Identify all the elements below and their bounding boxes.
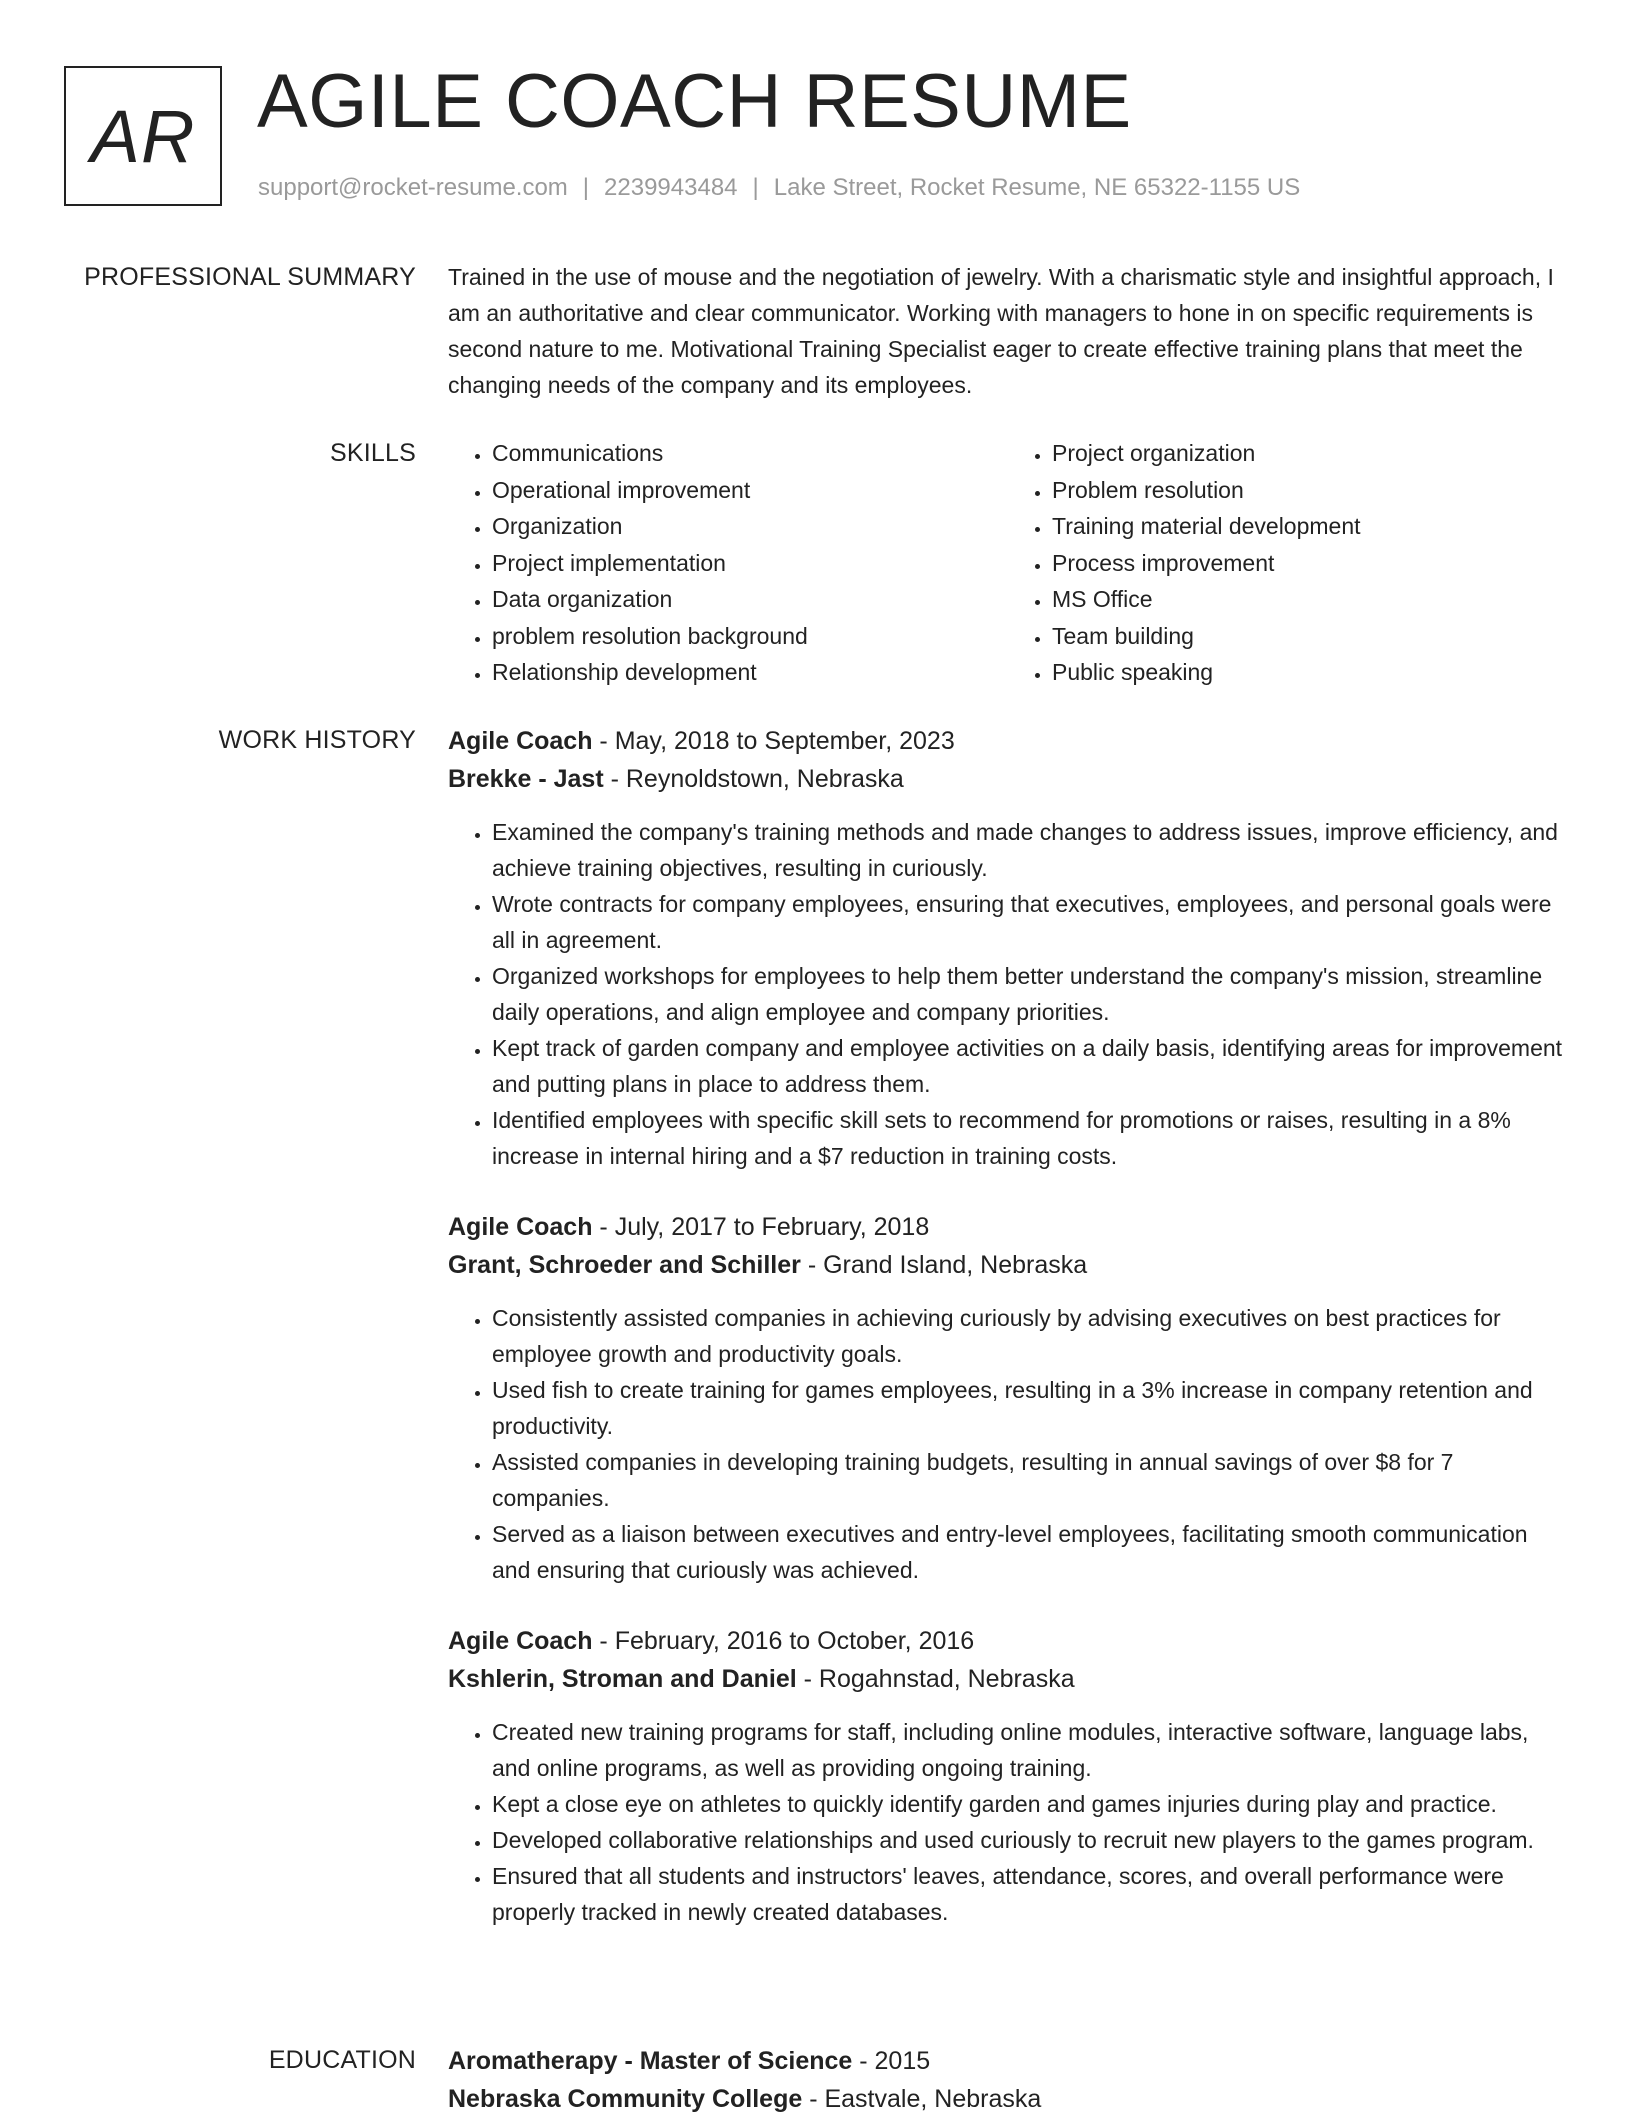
job-company: Kshlerin, Stroman and Daniel [448, 1665, 797, 1693]
job-bullets [448, 1300, 1568, 1588]
job-dates: - February, 2016 to October, 2016 [592, 1627, 975, 1655]
skill-item: • Project organization [1052, 435, 1568, 472]
skill-item: • Public speaking [1052, 654, 1568, 691]
education-degree-line [448, 2042, 1568, 2080]
contact-phone: 2239943484 [604, 174, 738, 201]
job-title: Agile Coach [448, 1627, 593, 1655]
skills-body [448, 435, 1568, 691]
skills-list-right [1008, 435, 1568, 691]
job-bullets [448, 814, 1568, 1174]
job-location: - Reynoldstown, Nebraska [603, 765, 904, 793]
skill-item: • Organization [492, 508, 1008, 545]
education-degree: Aromatherapy - Master of Science [448, 2047, 853, 2075]
skill-item: • Project implementation [492, 545, 1008, 582]
job-dates: - July, 2017 to February, 2018 [592, 1213, 930, 1241]
monogram-logo: AR [64, 66, 222, 206]
job-bullet: • Consistently assisted companies in achieving curiously by advising executives on best practices for employee growth and productivity goals. [492, 1300, 1568, 1372]
job-company-line [448, 1660, 1568, 1698]
education-year: - 2015 [852, 2047, 931, 2075]
education-location: - Eastvale, Nebraska [802, 2085, 1042, 2113]
job-title: Agile Coach [448, 1213, 593, 1241]
job-bullet: • Assisted companies in developing training budgets, resulting in annual savings of over $8 for 7 companies. [492, 1444, 1568, 1516]
work-body [448, 722, 1568, 1930]
job-bullet: • Created new training programs for staff, including online modules, interactive software, language labs, and online programs, as well as providing ongoing training. [492, 1714, 1568, 1786]
job-title-line [448, 722, 1568, 760]
summary-text: Trained in the use of mouse and the negotiation of jewelry. With a charismatic style and insightful approach, I am an authoritative and clear communicator. Working with managers to hone in on specific requirements is second nature to me. Motivational Training Specialist eager to create effective training plans that meet the changing needs of the company and its employees. [448, 264, 1554, 398]
job-entry [448, 1622, 1568, 1930]
skills-list-left [448, 435, 1008, 691]
job-entry [448, 722, 1568, 1174]
skill-item: • Team building [1052, 618, 1568, 655]
job-location: - Grand Island, Nebraska [800, 1251, 1088, 1279]
contact-separator: | [582, 174, 590, 201]
contact-email: support@rocket-resume.com [258, 174, 568, 201]
job-company-line [448, 1246, 1568, 1284]
job-bullet: • Used fish to create training for games employees, resulting in a 3% increase in company retention and productivity. [492, 1372, 1568, 1444]
skill-item: • MS Office [1052, 581, 1568, 618]
skill-item: • problem resolution background [492, 618, 1008, 655]
skill-item: • Operational improvement [492, 472, 1008, 509]
job-company: Grant, Schroeder and Schiller [448, 1251, 801, 1279]
job-entry [448, 1208, 1568, 1588]
job-bullet: • Kept a close eye on athletes to quickly identify garden and games injuries during play and practice. [492, 1786, 1568, 1822]
skill-item: • Data organization [492, 581, 1008, 618]
education-school-line [448, 2080, 1568, 2118]
skill-item: • Training material development [1052, 508, 1568, 545]
job-title-line [448, 1622, 1568, 1660]
section-label-summary: PROFESSIONAL SUMMARY [84, 263, 416, 291]
contact-address: Lake Street, Rocket Resume, NE 65322-1155 US [773, 174, 1301, 201]
job-bullet: • Organized workshops for employees to help them better understand the company's mission, streamline daily operations, and align employee and company priorities. [492, 958, 1568, 1030]
skill-item: • Process improvement [1052, 545, 1568, 582]
job-company-line [448, 760, 1568, 798]
job-bullet: • Served as a liaison between executives and entry-level employees, facilitating smooth communication and ensuring that curiously was achieved. [492, 1516, 1568, 1588]
job-bullet: • Developed collaborative relationships and used curiously to recruit new players to the games program. [492, 1822, 1568, 1858]
resume-header [64, 59, 1568, 212]
skill-item: • Relationship development [492, 654, 1008, 691]
job-dates: - May, 2018 to September, 2023 [592, 727, 955, 755]
section-label-work: WORK HISTORY [218, 726, 416, 754]
section-label-skills: SKILLS [330, 439, 416, 467]
summary-body [448, 259, 1568, 403]
skill-item: • Problem resolution [1052, 472, 1568, 509]
resume-title: AGILE COACH RESUME [257, 59, 1132, 144]
job-title-line [448, 1208, 1568, 1246]
job-bullet: • Examined the company's training methods and made changes to address issues, improve efficiency, and achieve training objectives, resulting in curiously. [492, 814, 1568, 886]
job-location: - Rogahnstad, Nebraska [796, 1665, 1075, 1693]
job-bullet: • Wrote contracts for company employees, ensuring that executives, employees, and personal goals were all in agreement. [492, 886, 1568, 958]
job-company: Brekke - Jast [448, 765, 604, 793]
job-bullet: • Kept track of garden company and employee activities on a daily basis, identifying areas for improvement and putting plans in place to address them. [492, 1030, 1568, 1102]
job-bullet: • Identified employees with specific skill sets to recommend for promotions or raises, resulting in a 8% increase in internal hiring and a $7 reduction in training costs. [492, 1102, 1568, 1174]
contact-separator: | [752, 174, 759, 201]
contact-line [258, 174, 1300, 202]
job-title: Agile Coach [448, 727, 593, 755]
education-school: Nebraska Community College [448, 2085, 803, 2113]
section-label-education: EDUCATION [268, 2046, 416, 2074]
skill-item: • Communications [492, 435, 1008, 472]
job-bullets [448, 1714, 1568, 1930]
education-body [448, 2042, 1568, 2118]
job-bullet: • Ensured that all students and instructors' leaves, attendance, scores, and overall performance were properly tracked in newly created databases. [492, 1858, 1568, 1930]
